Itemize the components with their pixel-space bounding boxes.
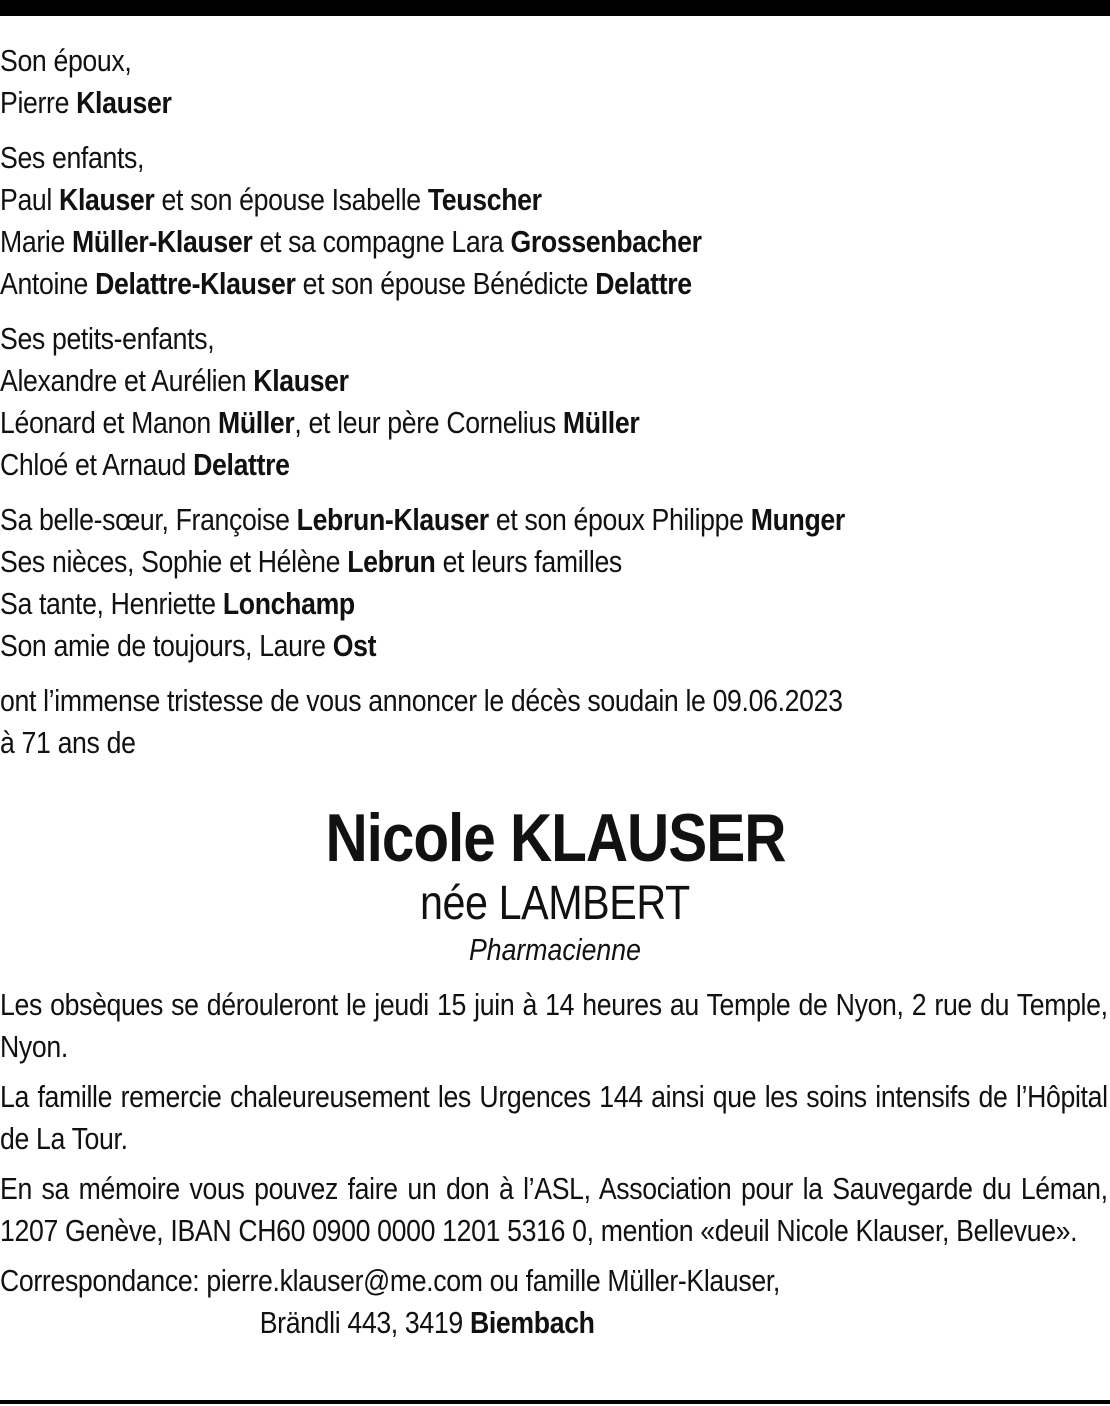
deceased-block xyxy=(0,764,1110,970)
announcement-line: ont l’immense tristesse de vous annoncer le décès soudain le 09.06.2023 xyxy=(0,683,843,718)
grandchildren-heading: Ses petits-enfants, xyxy=(0,321,215,356)
spouse-heading: Son époux, xyxy=(0,43,132,78)
child-line: Antoine Delattre-Klauser et son épouse Bénédicte Delattre xyxy=(0,266,692,301)
donation-paragraph: En sa mémoire vous pouvez faire un don à l’ASL, Association pour la Sauvegarde du Léman, 1207 Genève, IBAN CH60 0900 0000 1201 5316 0, mention «deuil Nicole Klauser, Bellevue». xyxy=(0,1171,1108,1248)
grandchild-line: Léonard et Manon Müller, et leur père Cornelius Müller xyxy=(0,405,640,440)
grandchild-line: Alexandre et Aurélien Klauser xyxy=(0,363,349,398)
relative-line: Sa tante, Henriette Lonchamp xyxy=(0,586,355,621)
child-line: Marie Müller-Klauser et sa compagne Lara Grossenbacher xyxy=(0,224,702,259)
relative-line: Sa belle-sœur, Françoise Lebrun-Klauser et son époux Philippe Munger xyxy=(0,502,845,537)
bottom-rule xyxy=(0,1400,1110,1404)
deceased-name: Nicole KLAUSER xyxy=(325,800,785,876)
announcement-line: à 71 ans de xyxy=(0,725,136,760)
child-line: Paul Klauser et son épouse Isabelle Teuscher xyxy=(0,182,542,217)
funeral-paragraph: Les obsèques se dérouleront le jeudi 15 juin à 14 heures au Temple de Nyon, 2 rue du Temple, Nyon. xyxy=(0,987,1108,1064)
thanks-paragraph: La famille remercie chaleureusement les Urgences 144 ainsi que les soins intensifs de l’Hôpital de La Tour. xyxy=(0,1079,1108,1156)
grandchild-line: Chloé et Arnaud Delattre xyxy=(0,447,290,482)
children-heading: Ses enfants, xyxy=(0,140,145,175)
maiden-name: née LAMBERT xyxy=(420,877,690,930)
top-rule xyxy=(0,0,1110,16)
correspondence-line: Correspondance: pierre.klauser@me.com ou famille Müller-Klauser, xyxy=(0,1263,781,1298)
correspondence-address: Brändli 443, 3419 Biembach xyxy=(259,1305,595,1340)
spouse-name: Pierre Klauser xyxy=(0,85,172,120)
relative-line: Son amie de toujours, Laure Ost xyxy=(0,628,377,663)
profession: Pharmacienne xyxy=(469,932,641,967)
obituary-text xyxy=(0,40,1108,1344)
relative-line: Ses nièces, Sophie et Hélène Lebrun et leurs familles xyxy=(0,544,622,579)
